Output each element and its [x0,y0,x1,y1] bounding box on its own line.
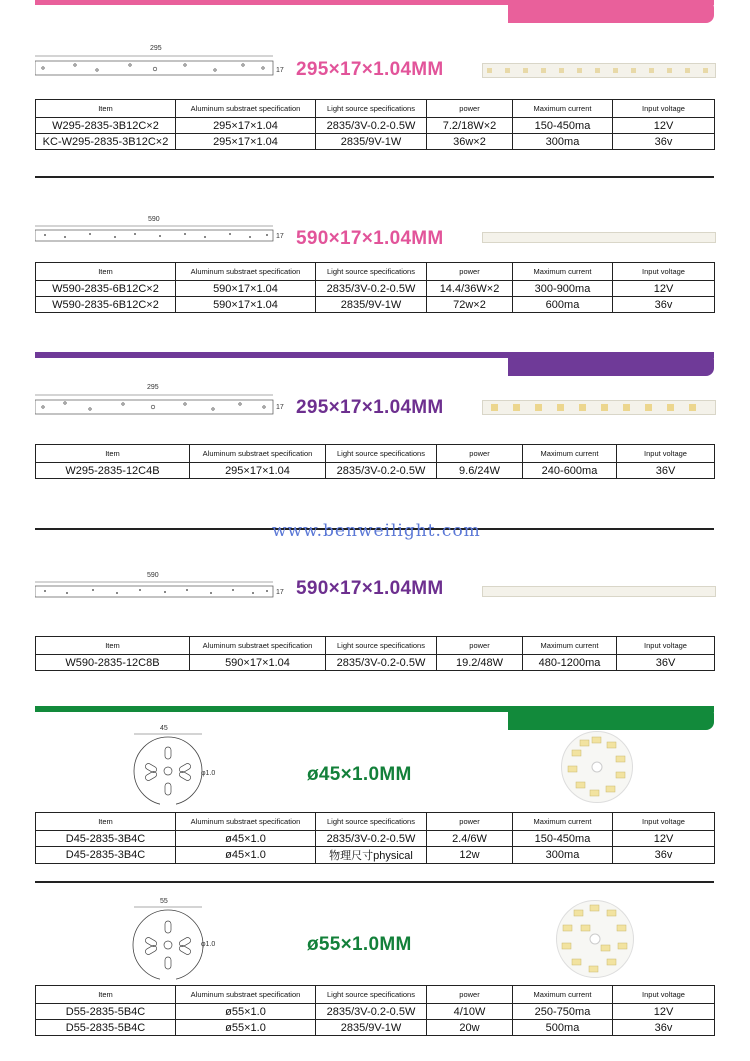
table-row [36,463,715,479]
header-substrate: Aluminum substraet specification [176,263,316,281]
led-strip-photo [482,400,716,415]
green-header-tab [508,706,714,730]
cell-substrate: ø55×1.0 [176,1004,316,1020]
header-input-voltage: Input voltage [613,986,715,1004]
header-max-current: Maximum current [523,637,617,655]
cell-power: 12w [427,847,513,864]
cell-light-source: 物理尺寸physical [316,847,427,864]
header-power: power [437,445,523,463]
header-item: Item [36,445,190,463]
header-item: Item [36,986,176,1004]
board-diameter-dimension: 55 [160,898,168,905]
cell-item: W295-2835-12C4B [36,463,190,479]
cell-substrate: 295×17×1.04 [190,463,326,479]
cell-power: 14.4/36W×2 [427,281,513,297]
header-max-current: Maximum current [513,813,613,831]
table-row [36,134,715,150]
cell-substrate: 590×17×1.04 [176,281,316,297]
cell-substrate: 295×17×1.04 [176,118,316,134]
spec-table [35,99,715,150]
cell-substrate: ø45×1.0 [176,831,316,847]
header-light-source: Light source specifications [316,986,427,1004]
cell-light-source: 2835/3V-0.2-0.5W [326,463,437,479]
cell-light-source: 2835/9V-1W [316,297,427,313]
round-board-drawing [128,904,208,982]
led-strip-photo [482,232,716,243]
led-strip-photo [482,586,716,597]
strip-board-drawing [35,392,280,418]
board-thickness-dimension: φ1.0 [201,941,216,948]
table-row [36,281,715,297]
cell-max-current: 240-600ma [523,463,617,479]
table-row [36,118,715,134]
strip-board-drawing [35,223,280,245]
spec-table [35,262,715,313]
header-light-source: Light source specifications [316,263,427,281]
header-input-voltage: Input voltage [613,813,715,831]
table-header-row [36,263,715,281]
board-width-dimension: 17 [276,589,284,596]
table-header-row [36,100,715,118]
header-item: Item [36,637,190,655]
header-light-source: Light source specifications [316,813,427,831]
header-max-current: Maximum current [513,263,613,281]
cell-item: D45-2835-3B4C [36,847,176,864]
cell-input-voltage: 36v [613,847,715,864]
header-max-current: Maximum current [513,986,613,1004]
section-divider [35,176,714,178]
cell-power: 2.4/6W [427,831,513,847]
header-power: power [427,263,513,281]
cell-max-current: 300-900ma [513,281,613,297]
cell-max-current: 500ma [513,1020,613,1036]
cell-input-voltage: 36V [617,655,715,671]
cell-power: 20w [427,1020,513,1036]
cell-input-voltage: 36v [613,1020,715,1036]
table-row [36,1020,715,1036]
cell-item: W590-2835-6B12C×2 [36,297,176,313]
cell-light-source: 2835/9V-1W [316,1020,427,1036]
header-max-current: Maximum current [523,445,617,463]
header-item: Item [36,100,176,118]
spec-table [35,636,715,671]
cell-max-current: 150-450ma [513,831,613,847]
header-substrate: Aluminum substraet specification [176,813,316,831]
cell-max-current: 300ma [513,847,613,864]
cell-power: 7.2/18W×2 [427,118,513,134]
section-title: ø55×1.0MM [307,934,412,955]
cell-power: 36w×2 [427,134,513,150]
cell-light-source: 2835/3V-0.2-0.5W [316,1004,427,1020]
cell-input-voltage: 36V [617,463,715,479]
cell-item: W295-2835-3B12C×2 [36,118,176,134]
header-power: power [427,100,513,118]
cell-max-current: 150-450ma [513,118,613,134]
round-led-board-photo [556,900,634,978]
strip-board-drawing [35,53,280,79]
cell-light-source: 2835/3V-0.2-0.5W [326,655,437,671]
header-input-voltage: Input voltage [613,100,715,118]
cell-input-voltage: 12V [613,831,715,847]
header-power: power [437,637,523,655]
cell-substrate: ø55×1.0 [176,1020,316,1036]
spec-table [35,985,715,1036]
board-length-dimension: 295 [147,384,159,391]
spec-table [35,812,715,864]
header-substrate: Aluminum substraet specification [190,637,326,655]
cell-max-current: 250-750ma [513,1004,613,1020]
cell-item: W590-2835-6B12C×2 [36,281,176,297]
cell-power: 19.2/48W [437,655,523,671]
cell-max-current: 480-1200ma [523,655,617,671]
section-title: 295×17×1.04MM [296,397,444,418]
board-thickness-dimension: φ1.0 [201,770,216,777]
table-row [36,297,715,313]
board-width-dimension: 17 [276,233,284,240]
header-input-voltage: Input voltage [617,445,715,463]
section-title: ø45×1.0MM [307,764,412,785]
cell-item: D55-2835-5B4C [36,1004,176,1020]
purple-header-tab [508,352,714,376]
table-row [36,1004,715,1020]
cell-input-voltage: 12V [613,1004,715,1020]
cell-max-current: 300ma [513,134,613,150]
header-light-source: Light source specifications [326,445,437,463]
table-row [36,847,715,864]
cell-substrate: 590×17×1.04 [190,655,326,671]
board-length-dimension: 295 [150,45,162,52]
header-substrate: Aluminum substraet specification [176,100,316,118]
section-title: 295×17×1.04MM [296,59,444,80]
cell-item: D45-2835-3B4C [36,831,176,847]
cell-max-current: 600ma [513,297,613,313]
cell-input-voltage: 12V [613,281,715,297]
website-watermark: www.benweilight.com [272,521,481,541]
round-led-board-photo [561,731,633,803]
round-board-drawing [128,731,208,807]
cell-substrate: ø45×1.0 [176,847,316,864]
cell-input-voltage: 12V [613,118,715,134]
board-width-dimension: 17 [276,67,284,74]
led-strip-photo [482,63,716,78]
header-light-source: Light source specifications [326,637,437,655]
cell-power: 72w×2 [427,297,513,313]
section-title: 590×17×1.04MM [296,228,444,249]
cell-substrate: 295×17×1.04 [176,134,316,150]
cell-item: W590-2835-12C8B [36,655,190,671]
board-length-dimension: 590 [148,216,160,223]
cell-input-voltage: 36v [613,297,715,313]
header-power: power [427,986,513,1004]
cell-input-voltage: 36v [613,134,715,150]
cell-power: 9.6/24W [437,463,523,479]
strip-board-drawing [35,579,280,601]
header-substrate: Aluminum substraet specification [190,445,326,463]
header-item: Item [36,263,176,281]
board-diameter-dimension: 45 [160,725,168,732]
header-max-current: Maximum current [513,100,613,118]
cell-light-source: 2835/3V-0.2-0.5W [316,831,427,847]
pink-header-tab [508,0,714,23]
section-divider [35,881,714,883]
header-power: power [427,813,513,831]
header-input-voltage: Input voltage [613,263,715,281]
table-row [36,655,715,671]
table-header-row [36,637,715,655]
table-header-row [36,986,715,1004]
section-title: 590×17×1.04MM [296,578,444,599]
board-width-dimension: 17 [276,404,284,411]
header-input-voltage: Input voltage [617,637,715,655]
header-substrate: Aluminum substraet specification [176,986,316,1004]
cell-light-source: 2835/3V-0.2-0.5W [316,281,427,297]
spec-table [35,444,715,479]
cell-light-source: 2835/3V-0.2-0.5W [316,118,427,134]
header-light-source: Light source specifications [316,100,427,118]
cell-item: D55-2835-5B4C [36,1020,176,1036]
board-length-dimension: 590 [147,572,159,579]
table-row [36,831,715,847]
table-header-row [36,445,715,463]
table-header-row [36,813,715,831]
cell-substrate: 590×17×1.04 [176,297,316,313]
cell-power: 4/10W [427,1004,513,1020]
header-item: Item [36,813,176,831]
cell-item: KC-W295-2835-3B12C×2 [36,134,176,150]
cell-light-source: 2835/9V-1W [316,134,427,150]
